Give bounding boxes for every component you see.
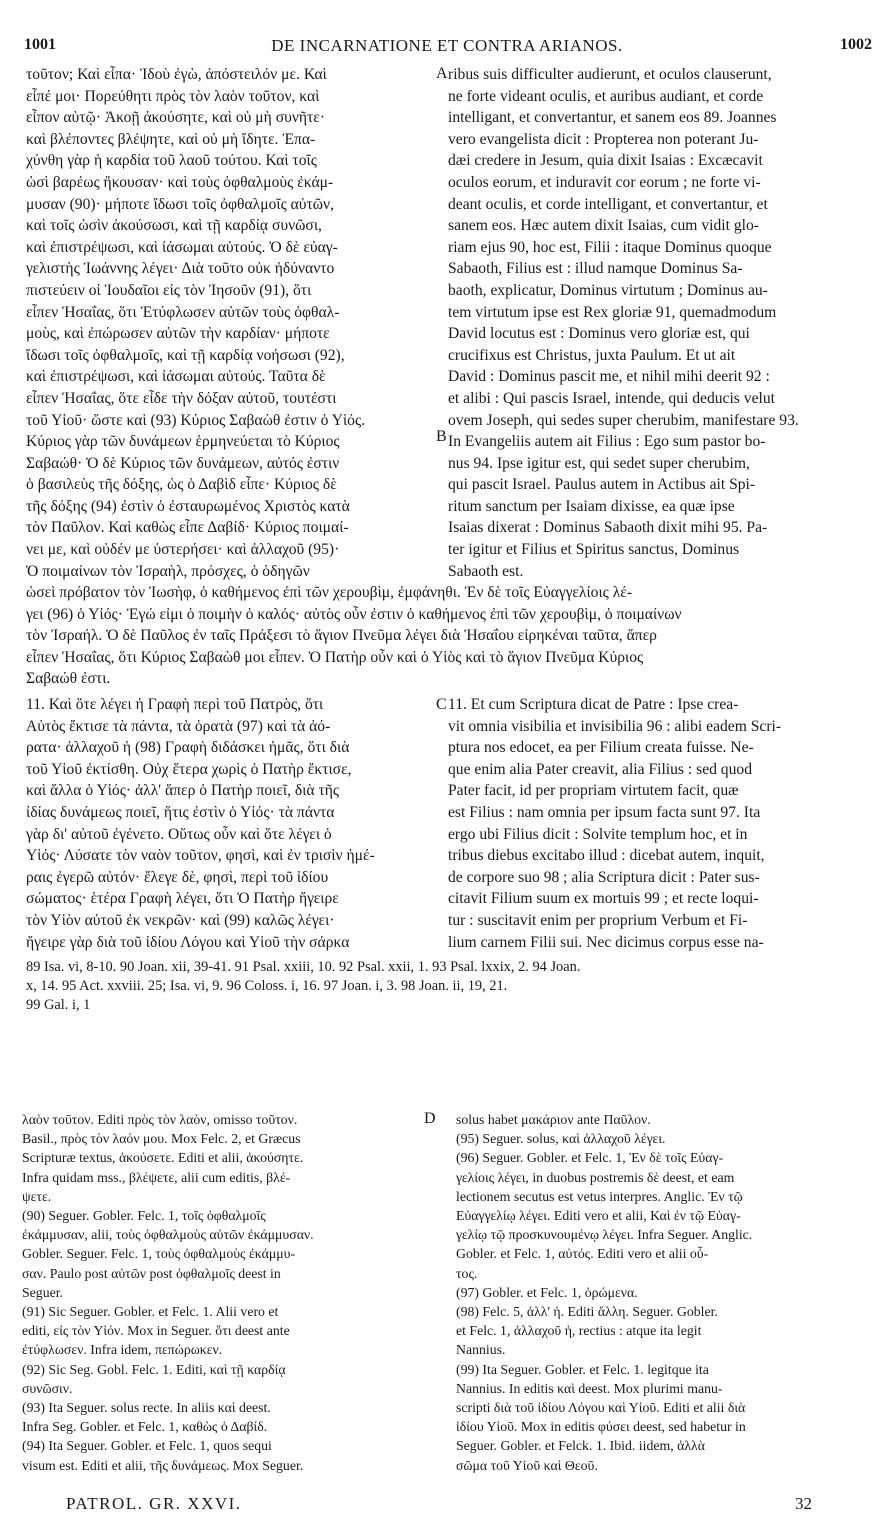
line-text: Sabaoth est. [448,562,524,580]
greek-line [26,366,436,388]
line-text: τος. [456,1265,478,1281]
line-text: deant oculis, et corde intelligant, et convertantur, et [448,195,768,213]
line-text: (92) Sic Seg. Gobl. Felc. 1. Editi, καὶ τῇ καρδίᾳ [22,1361,286,1377]
line-text: editi, εἰς τὸν Υἱόν. Mox in Seguer. ὅτι deest ante [22,1323,290,1339]
greek-line [26,388,436,410]
greek-line [26,64,436,86]
critical-note-line [22,1264,420,1283]
line-text: 99 Gal. i, 1 [26,997,91,1013]
latin-line [448,716,872,738]
line-text: ἐτύφλωσεν. Infra idem, πεπώρωκεν. [22,1342,223,1358]
greek-line [26,410,436,432]
line-text: καὶ ἐπιστρέψωσι, καὶ ἰάσωμαι αὐτούς. Ὁ δὲ εὐαγ- [26,238,338,256]
line-text: καὶ ἄλλα ὁ Υἱός· ἀλλ' ἅπερ ὁ Πατὴρ ποιεῖ, διὰ τῆς [26,782,340,800]
latin-line [448,194,872,216]
latin-line [448,453,872,475]
line-text: oculos eorum, et induravit cor eorum ; ne forte vi- [448,173,761,191]
greek-line [26,845,436,867]
greek-line [26,215,436,237]
latin-column-top [448,64,872,582]
line-text: σῶμα τοῦ Υἱοῦ καὶ Θεοῦ. [456,1457,598,1473]
line-text: γελίῳ τῷ προσκυνουμένῳ λέγει. Infra Seguer. Anglic. [456,1227,753,1243]
line-text: vero evangelista dicit : Propterea non poterant Ju- [448,130,759,148]
greek-line [26,668,872,690]
line-text: Infra Seg. Gobler. et Felc. 1, καθὼς ὁ Δαβίδ. [22,1419,268,1435]
latin-line [448,496,872,518]
line-text: γελίοις λέγει, in duobus postremis δὲ deest, et eam [456,1169,735,1185]
line-text: τοῦ Υἱοῦ ἐκτίσθη. Οὐχ ἕτερα χωρὶς ὁ Πατὴρ ἔκτισε, [26,760,352,778]
line-text: ἤγειρε γὰρ διὰ τοῦ ἰδίου Λόγου καὶ Υἱοῦ τὴν σάρκα [26,933,350,951]
column-number-left: 1001 [24,36,56,53]
greek-line [26,539,436,561]
greek-line [26,932,436,954]
greek-line [26,694,436,716]
margin-marker-b: B [436,428,447,445]
line-text: ὁ βασιλεὺς τῆς δόξης, ὡς ὁ Δαβὶδ εἶπε· Κύριος δὲ [26,476,337,494]
line-text: lium carnem Filii sui. Nec dicimus corpus esse na- [448,933,764,951]
greek-column-top [26,64,436,582]
line-text: Isaias dixerat : Dominus Sabaoth dixit mihi 95. Pa- [448,519,768,537]
critical-note-line [456,1302,872,1321]
greek-line [26,496,436,518]
line-text: est Filius : nam omnia per ipsum facta sunt 97. Ita [448,803,761,821]
critical-note-line [456,1168,872,1187]
line-text: tur : suscitavit enim per proprium Verbum et Fi- [448,911,748,929]
line-text: ptura nos edocet, ea per Filium creata fuisse. Ne- [448,739,754,757]
line-text: λαὸν τοῦτον. Editi πρὸς τὸν λαὸν, omisso τοῦτον. [22,1112,298,1127]
critical-note-line [22,1379,420,1398]
greek-full-width [26,582,872,690]
critical-note-line [456,1187,872,1206]
footer-series: PATROL. GR. XXVI. [66,1494,242,1513]
line-text: scripti διὰ τοῦ ἰδίου Λόγου καὶ Υἱοῦ. Editi et alii διὰ [456,1400,746,1416]
critical-note-line [456,1110,872,1129]
line-text: ἐκάμμυσαν, alii, τοὺς ὀφθαλμοὺς αὐτῶν ἐκάμμυσαν. [22,1227,314,1243]
scripture-notes [26,958,872,1015]
line-text: ter igitur et Filius et Spiritus sanctus, Dominus [448,541,740,559]
line-text: Υἱός· Λύσατε τὸν ναὸν τοῦτον, φησὶ, καὶ ἐν τρισὶν ἡμέ- [26,847,375,865]
line-text: sanem eos. Hæc autem dixit Isaias, cum vidit glo- [448,217,759,235]
greek-section-11 [26,694,436,953]
line-text: Ὁ ποιμαίνων τὸν Ἰσραὴλ, πρόσχες, ὁ ὁδηγῶν [26,562,310,580]
line-text: Gobler. et Felc. 1, αὐτός. Editi vero et alii οὗ- [456,1246,709,1262]
line-text: μυσαν (90)· μήποτε ἴδωσι τοῖς ὀφθαλμοῖς αὐτῶν, [26,195,335,213]
latin-line [448,867,872,889]
critical-note-line [22,1129,420,1148]
critical-note-line [456,1360,872,1379]
critical-note-line [456,1206,872,1225]
critical-note-line [456,1148,872,1167]
line-text: μοὺς, καὶ ἐπώρωσεν αὐτῶν τὴν καρδίαν· μήποτε [26,325,330,343]
latin-line [448,910,872,932]
line-text: baoth, explicatur, Dominus virtutum ; Dominus au- [448,281,768,299]
critical-note-line [456,1398,872,1417]
line-text: Κύριος γὰρ τῶν δυνάμεων ἑρμηνεύεται τὸ Κύριος [26,433,340,451]
line-text: riam ejus 90, hoc est, Filii : itaque Dominus quoque [448,238,772,256]
line-text: que enim alia Pater creavit, alia Filius : sed quod [448,760,752,778]
line-text: ραις ἐγερῶ αὐτόν· ἔλεγε δὲ, φησὶ, περὶ τοῦ ἰδίου [26,868,329,886]
greek-line [26,474,436,496]
line-text: citavit Filium suum ex mortuis 99 ; et recte loqui- [448,890,759,908]
latin-line [448,323,872,345]
line-text: ritum sanctum per Isaiam dixisse, ea quæ ipse [448,497,735,515]
latin-line [448,150,872,172]
line-text: ἰδίου Υἱοῦ. Mox in editis φύσει deest, sed habetur in [456,1419,746,1435]
line-text: In Evangeliis autem ait Filius : Ego sum pastor bo- [448,433,766,451]
latin-line [448,932,872,954]
line-text: πιστεύειν οἱ Ἰουδαῖοι εἰς τὸν Ἰησοῦν (91), ὅτι [26,281,312,299]
line-text: Εὐαγγελίῳ λέγει. Editi vero et alii, Καὶ ἐν τῷ Εὐαγ- [456,1208,741,1224]
latin-line [448,410,872,432]
greek-line [26,647,872,669]
line-text: Basil., πρὸς τὸν λαόν μου. Mox Felc. 2, et Græcus [22,1131,301,1147]
line-text: Seguer. Gobler. et Felck. 1. Ibid. iidem, ἀλλὰ [456,1438,705,1454]
critical-note-line [456,1456,872,1475]
critical-note-line [22,1302,420,1321]
line-text: Αὐτὸς ἔκτισε τὰ πάντα, τὰ ὁρατὰ (97) καὶ τὰ ἀό- [26,717,331,735]
greek-line [26,129,436,151]
line-text: Σαβαώθ ἐστι. [26,670,111,688]
critical-note-line [22,1206,420,1225]
line-text: εἶπεν Ἡσαΐας, ὅτι Κύριος Σαβαὼθ μοι εἶπεν. Ὁ Πατὴρ οὖν καὶ ὁ Υἱὸς καὶ τὸ ἅγιον Πνεῦμα Κύριος [26,648,644,666]
margin-marker-d: D [424,1110,436,1127]
latin-line [448,258,872,280]
line-text: Seguer. [22,1284,63,1300]
line-text: qui pascit Israel. Paulus autem in Actibus ait Spi- [448,476,756,494]
greek-line [26,150,436,172]
line-text: γὰρ δι' αὐτοῦ ἐγένετο. Οὕτως οὖν καὶ ὅτε λέγει ὁ [26,825,332,843]
line-text: τοῦ Υἱοῦ· ὥστε καὶ (93) Κύριος Σαβαὼθ ἐστιν ὁ Υἱός. [26,411,366,429]
latin-line [448,215,872,237]
line-text: Sabaoth, Filius est : illud namque Dominus Sa- [448,260,743,278]
latin-line [448,694,872,716]
latin-line [448,345,872,367]
line-text: εἶπεν Ἡσαΐας, ὅτι Ἐτύφλωσεν αὐτῶν τοὺς ὀφθαλ- [26,303,340,321]
greek-line [26,759,436,781]
greek-line [26,737,436,759]
greek-line [26,561,436,583]
critical-note-line [22,1436,420,1455]
line-text: 11. Καὶ ὅτε λέγει ἡ Γραφὴ περὶ τοῦ Πατρὸς, ὅτι [26,696,324,713]
line-text: vit omnia visibilia et invisibilia 96 : alibi eadem Scri- [448,717,782,735]
page-footer [22,1494,872,1518]
margin-marker-a: A [436,65,448,82]
line-text: et Felc. 1, ἀλλαχοῦ ἡ, rectius : atque ita legit [456,1323,702,1339]
latin-line [448,64,872,86]
greek-line [26,716,436,738]
greek-line [26,517,436,539]
column-number-right: 1002 [840,36,872,53]
line-text: σώματος· ἑτέρα Γραφὴ λέγει, ὅτι Ὁ Πατὴρ ἤγειρε [26,890,339,908]
critical-note-line [22,1398,420,1417]
line-text: Nannius. [456,1342,506,1358]
critical-notes-left [22,1110,420,1475]
latin-line [448,129,872,151]
line-text: David locutus est : Dominus vero gloriæ est, qui [448,325,750,343]
critical-note-line [22,1148,420,1167]
line-text: lectionem secutus est vetus interpres. Anglic. Ἐν τῷ [456,1188,743,1204]
line-text: (91) Sic Seguer. Gobler. et Felc. 1. Alii vero et [22,1304,279,1320]
line-text: εἶπον αὐτῷ· Ἀκοῇ ἀκούσητε, καὶ οὐ μὴ συνῆτε· [26,109,326,127]
critical-note-line [456,1436,872,1455]
line-text: Scripturæ textus, ἀκούσετε. Editi et alii, ἀκούσητε. [22,1150,304,1166]
line-text: visum est. Editi et alii, τῆς δυνάμεως. Mox Seguer. [22,1457,304,1473]
latin-line [448,172,872,194]
running-title: DE INCARNATIONE ET CONTRA ARIANOS. [271,36,623,55]
latin-line [448,280,872,302]
line-text: ὠσὶ βαρέως ἤκουσαν· καὶ τοὺς ὀφθαλμοὺς ἐκάμ- [26,173,334,191]
latin-line [448,517,872,539]
page [22,0,872,1540]
line-text: ἴδωσι τοῖς ὀφθαλμοῖς, καὶ τῇ καρδίᾳ νοήσωσι (92), [26,346,345,364]
critical-note-line [22,1321,420,1340]
greek-line [26,604,872,626]
greek-line [26,172,436,194]
latin-line [448,888,872,910]
critical-note-line [22,1225,420,1244]
greek-line [26,582,872,604]
critical-note-line [456,1379,872,1398]
line-text: Infra quidam mss., βλέψετε, alii cum editis, βλέ- [22,1169,291,1185]
critical-note-line [22,1456,420,1475]
critical-note-line [456,1417,872,1436]
critical-note-line [456,1264,872,1283]
line-text: tribus diebus excitabo illud : dicebat autem, inquit, [448,847,765,865]
scripture-note-line [26,958,872,977]
line-text: ergo ubi Filius dicit : Solvite templum hoc, et in [448,825,748,843]
latin-line [448,237,872,259]
line-text: Gobler. Seguer. Felc. 1, τοὺς ὀφθαλμοὺς ἐκάμμυ- [22,1246,296,1262]
line-text: συνῶσιν. [22,1380,73,1396]
latin-line [448,824,872,846]
greek-line [26,194,436,216]
line-text: Nannius. In editis καὶ deest. Mox plurimi manu- [456,1380,723,1396]
line-text: Σαβαώθ· Ὁ δὲ Κύριος τῶν δυνάμεων, αὐτός ἐστιν [26,454,340,472]
line-text: γελιστὴς Ἰωάννης λέγει· Διὰ τοῦτο οὐκ ἠδύναντο [26,260,335,278]
line-text: εἶπέ μοι· Πορεύθητι πρὸς τὸν λαὸν τοῦτον, καὶ [26,87,320,105]
greek-line [26,910,436,932]
greek-line [26,453,436,475]
scripture-note-line [26,977,872,996]
critical-note-line [22,1168,420,1187]
line-text: de corpore suo 98 ; alia Scriptura dicit : Pater sus- [448,868,760,886]
line-text: solus habet μακάριον ante Παῦλον. [456,1112,651,1127]
greek-line [26,625,872,647]
line-text: γει (96) ὁ Υἱός· Ἐγώ εἰμι ὁ ποιμὴν ὁ καλός· αὐτὸς οὖν ἐστιν ὁ καθήμενος ἐπὶ τῶν χερουβὶμ, ὁ ποιμαίνων [26,605,682,623]
line-text: τὸν Ἰσραήλ. Ὁ δὲ Παῦλος ἐν ταῖς Πράξεσι τὸ ἅγιον Πνεῦμα λέγει διὰ Ἡσαΐου εἰρηκέναι ταῦτα, ἅπερ [26,627,657,645]
line-text: τοῦτον; Καὶ εἶπα· Ἰδοὺ ἐγὼ, ἀπόστειλόν με. Καὶ [26,66,327,83]
latin-section-11 [448,694,872,953]
critical-note-line [22,1187,420,1206]
latin-line [448,737,872,759]
greek-line [26,323,436,345]
line-text: (94) Ita Seguer. Gobler. et Felc. 1, quos sequi [22,1438,272,1454]
line-text: καὶ τοῖς ὠσὶν ἀκούσωσι, καὶ τῇ καρδίᾳ συνῶσι, [26,217,322,235]
critical-note-line [456,1321,872,1340]
scripture-note-line [26,996,872,1015]
line-text: ovem Joseph, qui sedes super cherubim, manifestare 93. [448,411,799,429]
line-text: dæi credere in Jesum, quia dixit Isaias : Excæcavit [448,152,763,170]
critical-note-line [456,1340,872,1359]
latin-line [448,561,872,583]
latin-line [448,474,872,496]
latin-line [448,539,872,561]
line-text: ὡσεὶ πρόβατον τὸν Ἰωσὴφ, ὁ καθήμενος ἐπὶ τῶν χερουβὶμ, ἐμφάνηθι. Ἐν δὲ τοῖς Εὐαγγελίοις λέ- [26,584,633,601]
latin-line [448,86,872,108]
critical-note-line [22,1110,420,1129]
line-text: intelligant, et convertantur, et sanem eos 89. Joannes [448,109,777,127]
greek-line [26,824,436,846]
latin-line [448,388,872,410]
line-text: tem virtutum ipse est Rex gloriæ 91, quemadmodum [448,303,777,321]
latin-line [448,302,872,324]
greek-line [26,780,436,802]
line-text: (98) Felc. 5, ἀλλ' ἡ. Editi ἄλλη. Seguer. Gobler. [456,1304,718,1320]
latin-line [448,366,872,388]
critical-note-line [22,1417,420,1436]
latin-line [448,759,872,781]
greek-line [26,431,436,453]
critical-note-line [22,1360,420,1379]
line-text: crucifixus est Christus, juxta Paulum. Et ut ait [448,346,736,364]
line-text: ne forte videant oculis, et auribus audiant, et corde [448,87,764,105]
latin-line [448,107,872,129]
critical-note-line [22,1340,420,1359]
critical-note-line [22,1244,420,1263]
line-text: τὸν Παῦλον. Καὶ καθὼς εἶπε Δαβίδ· Κύριος ποιμαί- [26,519,349,537]
latin-line [448,802,872,824]
line-text: χύνθη γὰρ ἡ καρδία τοῦ λαοῦ τούτου. Καὶ τοῖς [26,152,317,170]
line-text: (90) Seguer. Gobler. Felc. 1, τοῖς ὀφθαλμοῖς [22,1208,266,1224]
line-text: Pater facit, id per propriam virtutem facit, quæ [448,782,739,800]
line-text: (99) Ita Seguer. Gobler. et Felc. 1. legitque ita [456,1361,709,1377]
line-text: καὶ βλέποντες βλέψητε, καὶ οὐ μὴ ἴδητε. Ἐπα- [26,130,316,148]
line-text: ribus suis difficulter audierunt, et oculos clauserunt, [448,66,772,83]
greek-line [26,802,436,824]
line-text: et alibi : Qui pascis Israel, intende, qui deducis velut [448,389,775,407]
line-text: David : Dominus pascit me, et nihil mihi deerit 92 : [448,368,770,386]
line-text: 89 Isa. vi, 8-10. 90 Joan. xii, 39-41. 91 Psal. xxiii, 10. 92 Psal. xxii, 1. 93 Psal. lxxix, 2. 94 Joan. [26,959,581,975]
line-text: τὸν Υἱὸν αὐτοῦ ἐκ νεκρῶν· καὶ (99) καλῶς λέγει· [26,911,335,929]
line-text: (96) Seguer. Gobler. et Felc. 1, Ἐν δὲ τοῖς Εὐαγ- [456,1150,724,1166]
critical-note-line [456,1283,872,1302]
line-text: καὶ ἐπιστρέψωσι, καὶ ἰάσωμαι αὐτούς. Ταῦτα δὲ [26,368,326,386]
line-text: ψετε. [22,1188,52,1204]
running-header [22,36,872,60]
latin-line [448,780,872,802]
critical-note-line [456,1225,872,1244]
greek-line [26,302,436,324]
line-text: τῆς δόξης (94) ἐστὶν ὁ ἐσταυρωμένος Χριστὸς κατὰ [26,497,350,515]
critical-note-line [22,1283,420,1302]
line-text: (95) Seguer. solus, καὶ ἀλλαχοῦ λέγει. [456,1131,666,1147]
footer-page-number: 32 [795,1494,812,1513]
greek-line [26,237,436,259]
greek-line [26,86,436,108]
greek-line [26,258,436,280]
line-text: νει με, καὶ οὐδέν με ὑστερήσει· καὶ ἀλλαχοῦ (95)· [26,541,340,559]
line-text: (93) Ita Seguer. solus recte. In aliis καὶ deest. [22,1400,271,1416]
greek-line [26,345,436,367]
line-text: x, 14. 95 Act. xxviii. 25; Isa. vi, 9. 96 Coloss. i, 16. 97 Joan. i, 3. 98 Joan. ii, 19, 21. [26,978,508,994]
line-text: ρατα· ἀλλαχοῦ ἡ (98) Γραφὴ διδάσκει ἡμᾶς, ὅτι διὰ [26,739,350,757]
line-text: (97) Gobler. et Felc. 1, ὁρώμενα. [456,1284,638,1300]
critical-notes-right [456,1110,872,1475]
line-text: 11. Et cum Scriptura dicat de Patre : Ipse crea- [448,696,739,713]
line-text: εἶπεν Ἡσαΐας, ὅτε εἶδε τὴν δόξαν αὐτοῦ, τουτέστι [26,389,337,407]
latin-line [448,431,872,453]
critical-note-line [456,1129,872,1148]
critical-note-line [456,1244,872,1263]
line-text: nus 94. Ipse igitur est, qui sedet super cherubim, [448,454,750,472]
greek-line [26,107,436,129]
margin-marker-c: C [436,696,447,713]
greek-line [26,867,436,889]
line-text: σαν. Paulo post αὐτῶν post ὀφθαλμοῖς deest in [22,1265,281,1281]
latin-line [448,845,872,867]
line-text: ἰδίας δυνάμεως ποιεῖ, ἥτις ἐστὶν ὁ Υἱός· τὰ πάντα [26,803,335,821]
greek-line [26,280,436,302]
greek-line [26,888,436,910]
